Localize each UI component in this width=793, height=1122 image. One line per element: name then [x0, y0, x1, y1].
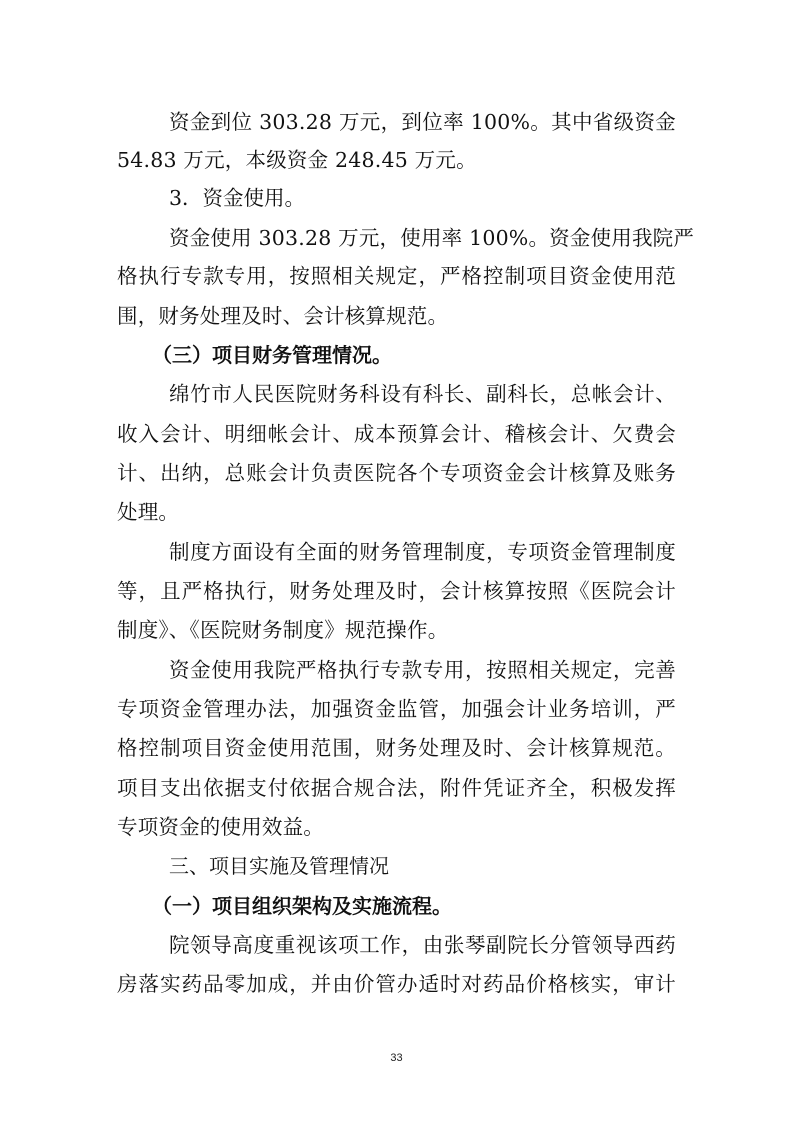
- heading-organization: （一）项目组织架构及实施流程。: [152, 894, 452, 918]
- heading-finance-management: （三）项目财务管理情况。: [152, 343, 392, 367]
- paragraph-funds-supervision-line-3: 格控制项目资金使用范围，财务处理及时、会计核算规范。: [117, 736, 676, 760]
- paragraph-leadership-line-1: 院领导高度重视该项工作，由张琴副院长分管领导西药: [169, 933, 676, 957]
- paragraph-finance-dept-line-4: 处理。: [117, 500, 180, 524]
- paragraph-finance-system-line-1: 制度方面设有全面的财务管理制度，专项资金管理制度: [169, 540, 676, 564]
- paragraph-finance-dept-line-3: 计、出纳，总账会计负责医院各个专项资金会计核算及账务: [117, 461, 676, 485]
- paragraph-finance-system-line-3: 制度》、《医院财务制度》规范操作。: [117, 618, 449, 642]
- paragraph-funds-supervision-line-1: 资金使用我院严格执行专款专用，按照相关规定，完善: [169, 658, 676, 682]
- paragraph-finance-system-line-2: 等，且严格执行，财务处理及时，会计核算按照《医院会计: [117, 579, 676, 603]
- paragraph-funds-arrival-line-1: 资金到位 303.28 万元，到位率 100%。其中省级资金: [169, 110, 676, 134]
- paragraph-finance-dept-line-1: 绵竹市人民医院财务科设有科长、副科长，总帐会计、: [169, 382, 676, 406]
- page-number: 33: [390, 1052, 403, 1064]
- subheading-funds-use: 3．资金使用。: [169, 186, 306, 210]
- paragraph-finance-dept-line-2: 收入会计、明细帐会计、成本预算会计、稽核会计、欠费会: [117, 422, 676, 446]
- paragraph-funds-supervision-line-5: 专项资金的使用效益。: [117, 815, 324, 839]
- paragraph-funds-supervision-line-4: 项目支出依据支付依据合规合法，附件凭证齐全，积极发挥: [117, 776, 676, 800]
- heading-section-three: 三、项目实施及管理情况: [169, 854, 389, 878]
- paragraph-funds-supervision-line-2: 专项资金管理办法，加强资金监管，加强会计业务培训，严: [117, 697, 676, 721]
- paragraph-funds-arrival-line-2: 54.83 万元，本级资金 248.45 万元。: [117, 148, 477, 172]
- paragraph-leadership-line-2: 房落实药品零加成，并由价管办适时对药品价格核实，审计: [117, 972, 676, 996]
- paragraph-funds-use-line-3: 围，财务处理及时、会计核算规范。: [117, 304, 449, 328]
- paragraph-funds-use-line-1: 资金使用 303.28 万元，使用率 100%。资金使用我院严: [169, 226, 695, 250]
- paragraph-funds-use-line-2: 格执行专款专用，按照相关规定，严格控制项目资金使用范: [117, 264, 676, 288]
